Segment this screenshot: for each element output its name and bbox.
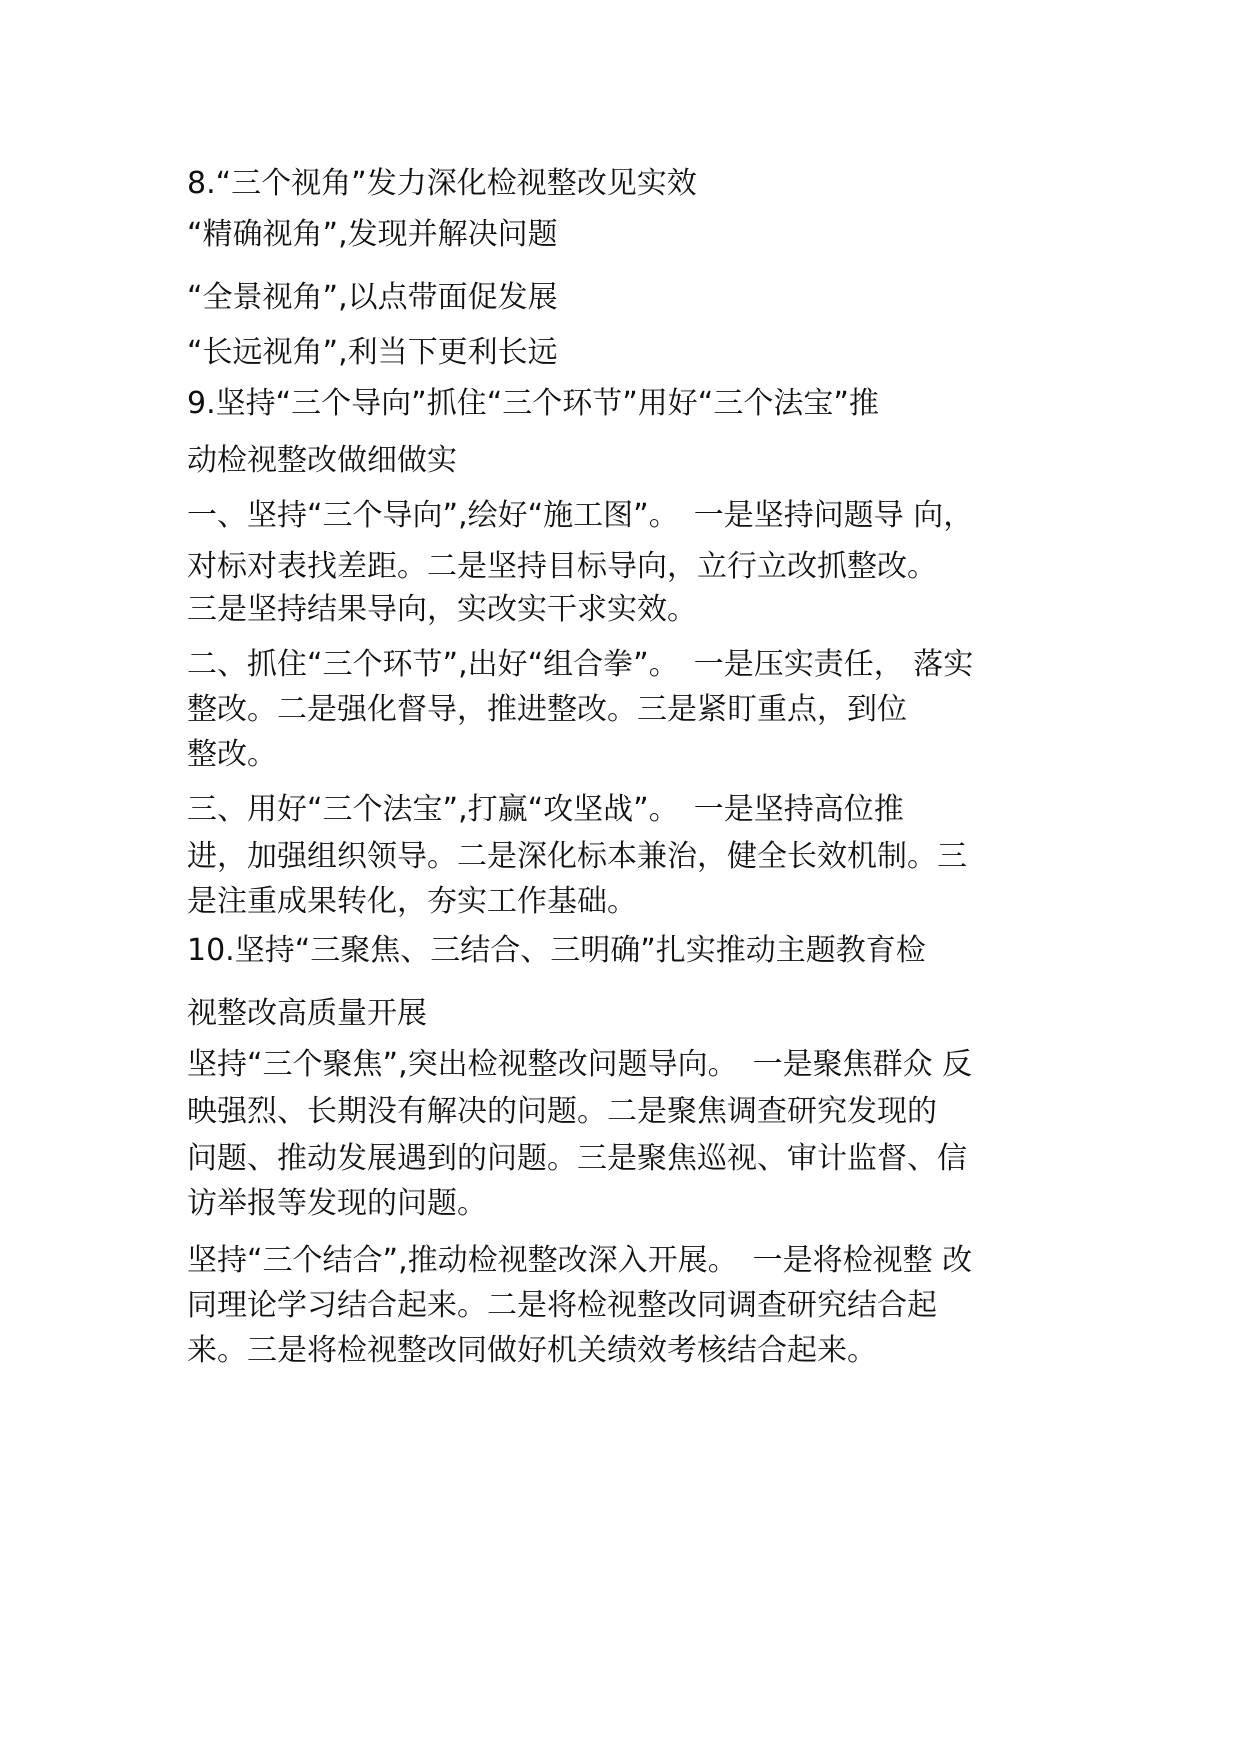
section-8-point-1: “精确视角”,发现并解决问题 xyxy=(187,217,558,252)
section-9-paragraph-2 xyxy=(187,639,1067,780)
paragraph-line: 二、抓住“三个环节”,出好“组合拳”。 一是压实责任， 落实 xyxy=(187,647,974,682)
section-9-title-line-2: 动检视整改做细做实 xyxy=(187,443,457,478)
section-8-point-3: “长远视角”,利当下更利长远 xyxy=(187,335,558,370)
paragraph-line: 坚持“三个结合”,推动检视整改深入开展。 一是将检视整 改 xyxy=(187,1243,973,1278)
paragraph-line: 是注重成果转化，夯实工作基础。 xyxy=(187,884,637,919)
paragraph-line: 三、用好“三个法宝”,打赢“攻坚战”。 一是坚持高位推 xyxy=(187,792,904,827)
paragraph-line: 同理论学习结合起来。二是将检视整改同调查研究结合起 xyxy=(187,1288,937,1323)
paragraph-line: 整改。 xyxy=(187,737,277,772)
paragraph-line: 来。三是将检视整改同做好机关绩效考核结合起来。 xyxy=(187,1333,877,1368)
paragraph-line: 对标对表找差距。二是坚持目标导向，立行立改抓整改。 xyxy=(187,549,937,584)
section-10-paragraph-1 xyxy=(187,1039,1067,1229)
paragraph-line: 问题、推动发展遇到的问题。三是聚焦巡视、审计监督、信 xyxy=(187,1141,967,1176)
section-10-title-line-1: 10.坚持“三聚焦、三结合、三明确”扎实推动主题教育检 xyxy=(187,933,926,968)
paragraph-line: 坚持“三个聚焦”,突出检视整改问题导向。 一是聚焦群众 反 xyxy=(187,1047,973,1082)
section-10-title-line-2: 视整改高质量开展 xyxy=(187,996,427,1031)
paragraph-line: 进，加强组织领导。二是深化标本兼治，健全长效机制。三 xyxy=(187,839,967,874)
paragraph-line: 访举报等发现的问题。 xyxy=(187,1186,487,1221)
document-body xyxy=(187,158,1067,1376)
paragraph-line: 一、坚持“三个导向”,绘好“施工图”。 一是坚持问题导 向， xyxy=(187,498,974,533)
paragraph-line: 整改。二是强化督导，推进整改。三是紧盯重点，到位 xyxy=(187,692,907,727)
paragraph-line: 映强烈、长期没有解决的问题。二是聚焦调查研究发现的 xyxy=(187,1094,937,1129)
paragraph-line: 三是坚持结果导向，实改实干求实效。 xyxy=(187,592,697,627)
section-10-paragraph-2 xyxy=(187,1235,1067,1376)
section-8-point-2: “全景视角”,以点带面促发展 xyxy=(187,280,558,315)
section-9-title-line-1: 9.坚持“三个导向”抓住“三个环节”用好“三个法宝”推 xyxy=(187,386,879,421)
section-9-paragraph-3 xyxy=(187,784,1067,927)
section-9-paragraph-1 xyxy=(187,490,1067,635)
section-8-title: 8.“三个视角”发力深化检视整改见实效 xyxy=(187,166,697,201)
